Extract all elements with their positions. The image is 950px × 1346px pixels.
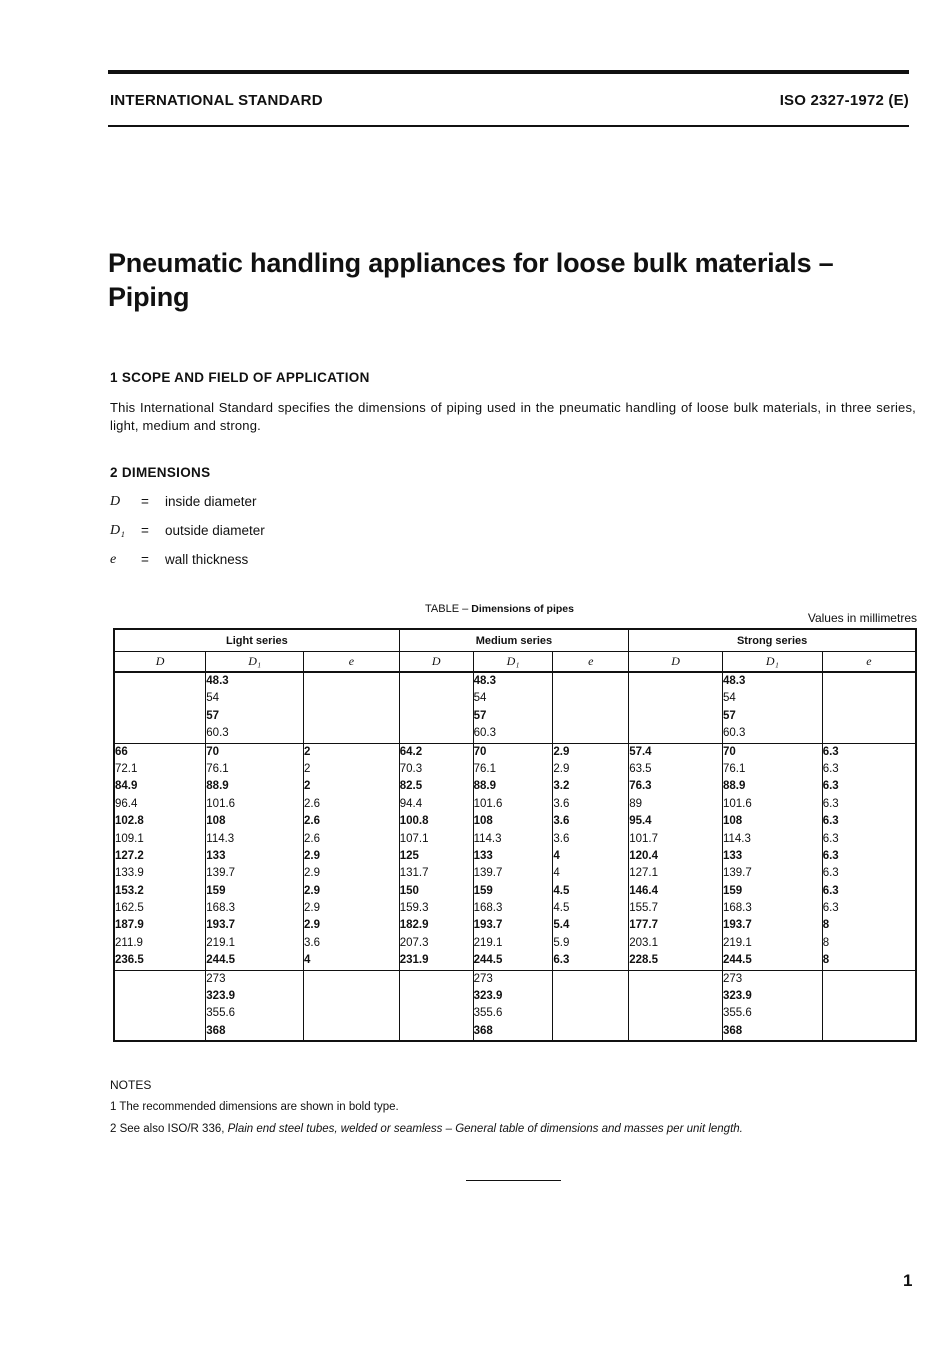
cell-value: 168.3 xyxy=(206,902,236,915)
definition-text: wall thickness xyxy=(165,552,249,567)
cell-value: 57 xyxy=(473,709,487,722)
cell-value: 70 xyxy=(722,745,736,758)
cell-value: 54 xyxy=(473,692,487,705)
cell-value: 2.9 xyxy=(304,919,321,932)
table-cell-medium-e xyxy=(553,970,629,1041)
cell-value: 72.1 xyxy=(115,762,138,775)
cell-value: 3.6 xyxy=(553,832,570,845)
cell-value: 6.3 xyxy=(822,832,839,845)
table-cell-medium-D xyxy=(399,970,473,1041)
table-caption-prefix: TABLE – xyxy=(425,603,469,615)
cell-value: 127.2 xyxy=(115,849,144,862)
cell-empty xyxy=(400,971,473,988)
cell-value: 193.7 xyxy=(206,919,236,932)
cell-value: 60.3 xyxy=(473,727,496,740)
cell-value: 211.9 xyxy=(115,936,143,949)
table-cell-strong-D xyxy=(629,672,723,743)
table-row-group xyxy=(114,672,916,743)
cell-empty xyxy=(400,673,473,690)
cell-value: 2 xyxy=(304,745,311,758)
cell-empty xyxy=(553,708,628,725)
cell-value: 6.3 xyxy=(822,884,839,897)
cell-empty xyxy=(823,673,915,690)
cell-value: 108 xyxy=(473,815,493,828)
table-cell-medium-D xyxy=(399,743,473,970)
cell-empty xyxy=(823,708,915,725)
pipe-dimensions-table xyxy=(113,628,917,1042)
cell-value: 101.6 xyxy=(722,797,752,810)
cell-value: 323.9 xyxy=(722,990,752,1003)
cell-value: 48.3 xyxy=(206,675,229,687)
strong-series-header: Strong series xyxy=(629,629,916,652)
cell-value: 114.3 xyxy=(722,832,751,845)
header-left: INTERNATIONAL STANDARD xyxy=(110,92,323,109)
cell-empty xyxy=(400,690,473,707)
cell-empty xyxy=(304,690,399,707)
cell-value: 168.3 xyxy=(473,902,503,915)
cell-value: 57.4 xyxy=(629,745,652,758)
cell-value: 108 xyxy=(206,815,226,828)
table-cell-medium-D1 xyxy=(473,672,553,743)
cell-value: 109.1 xyxy=(115,832,144,845)
cell-empty xyxy=(629,1005,722,1022)
table-cell-light-e xyxy=(304,743,400,970)
cell-value: 2.6 xyxy=(304,797,321,810)
table-cell-light-D1 xyxy=(206,970,304,1041)
cell-empty xyxy=(304,673,399,690)
cell-value: 368 xyxy=(722,1024,743,1037)
table-cell-medium-e xyxy=(553,672,629,743)
cell-value: 101.7 xyxy=(629,832,658,845)
cell-value: 139.7 xyxy=(722,867,752,880)
cell-value: 114.3 xyxy=(473,832,502,845)
cell-value: 187.9 xyxy=(115,919,144,932)
cell-value: 244.5 xyxy=(722,954,752,967)
cell-value: 88.9 xyxy=(473,780,496,793)
cell-value: 231.9 xyxy=(399,954,429,967)
cell-value: 89 xyxy=(629,797,642,810)
cell-value: 2.9 xyxy=(304,902,321,915)
cell-empty xyxy=(304,1023,399,1040)
note-2-title: Plain end steel tubes, welded or seamless – General table of dimensions and masses per unit length. xyxy=(227,1123,743,1135)
title-line-1: Pneumatic handling appliances for loose bulk materials – xyxy=(108,248,834,278)
cell-value: 4.5 xyxy=(553,884,570,897)
column-header-light-D: D xyxy=(114,652,206,673)
cell-value: 108 xyxy=(722,815,743,828)
cell-value: 4 xyxy=(304,954,311,967)
header-top-rule xyxy=(108,70,909,74)
cell-value: 133 xyxy=(722,849,743,862)
cell-value: 146.4 xyxy=(629,884,658,897)
cell-empty xyxy=(400,725,473,742)
cell-value: 3.6 xyxy=(304,936,321,949)
cell-value: 244.5 xyxy=(206,954,236,967)
cell-value: 82.5 xyxy=(399,780,423,793)
cell-empty xyxy=(553,690,628,707)
cell-value: 127.1 xyxy=(629,867,658,880)
cell-empty xyxy=(629,673,722,690)
table-caption-title: Dimensions of pipes xyxy=(471,603,574,615)
cell-value: 8 xyxy=(822,936,830,949)
table-cell-strong-D1 xyxy=(722,970,822,1041)
cell-value: 219.1 xyxy=(473,936,503,949)
cell-empty xyxy=(304,708,399,725)
cell-empty xyxy=(823,690,915,707)
table-cell-strong-e xyxy=(822,970,916,1041)
table-cell-strong-D xyxy=(629,743,723,970)
table-cell-light-e xyxy=(304,970,400,1041)
cell-value: 48.3 xyxy=(473,675,496,687)
cell-empty xyxy=(115,971,205,988)
cell-value: 355.6 xyxy=(206,1007,236,1020)
table-cell-light-D xyxy=(114,672,206,743)
cell-value: 159 xyxy=(722,884,743,897)
cell-value: 94.4 xyxy=(399,797,423,810)
cell-value: 63.5 xyxy=(629,762,652,775)
cell-value: 54 xyxy=(722,692,736,705)
cell-value: 3.6 xyxy=(553,815,570,828)
column-header-medium-e: e xyxy=(553,652,629,673)
cell-value: 95.4 xyxy=(629,815,652,828)
cell-value: 177.7 xyxy=(629,919,658,932)
cell-empty xyxy=(629,690,722,707)
table-cell-medium-D xyxy=(399,672,473,743)
cell-value: 96.4 xyxy=(115,797,138,810)
cell-value: 64.2 xyxy=(399,745,423,758)
cell-value: 273 xyxy=(473,972,493,985)
cell-value: 133 xyxy=(473,849,493,862)
cell-value: 207.3 xyxy=(399,936,429,949)
cell-value: 125 xyxy=(399,849,419,862)
cell-value: 150 xyxy=(399,884,419,897)
table-caption xyxy=(425,603,574,615)
table-cell-strong-e xyxy=(822,743,916,970)
cell-value: 76.1 xyxy=(722,762,746,775)
cell-value: 88.9 xyxy=(722,780,746,793)
cell-value: 2.9 xyxy=(304,849,321,862)
cell-empty xyxy=(304,725,399,742)
cell-value: 203.1 xyxy=(629,936,658,949)
cell-value: 323.9 xyxy=(206,990,236,1003)
cell-value: 4 xyxy=(553,867,560,880)
cell-empty xyxy=(115,690,205,707)
cell-value: 368 xyxy=(206,1024,226,1037)
cell-value: 244.5 xyxy=(473,954,503,967)
cell-value: 48.3 xyxy=(722,675,746,687)
cell-empty xyxy=(823,1005,915,1022)
cell-value: 5.9 xyxy=(553,936,570,949)
cell-value: 2.9 xyxy=(304,884,321,897)
cell-value: 2.9 xyxy=(553,745,570,758)
cell-empty xyxy=(400,988,473,1005)
table-cell-light-D1 xyxy=(206,743,304,970)
table-cell-medium-e xyxy=(553,743,629,970)
table-cell-light-D1 xyxy=(206,672,304,743)
column-header-strong-e: e xyxy=(822,652,916,673)
cell-empty xyxy=(304,988,399,1005)
cell-value: 66 xyxy=(115,745,128,758)
cell-value: 88.9 xyxy=(206,780,229,793)
cell-value: 273 xyxy=(206,972,226,985)
table-body xyxy=(114,672,916,1041)
cell-value: 57 xyxy=(206,709,220,722)
cell-empty xyxy=(115,708,205,725)
cell-value: 6.3 xyxy=(822,815,839,828)
cell-empty xyxy=(115,1005,205,1022)
cell-value: 219.1 xyxy=(206,936,236,949)
cell-empty xyxy=(629,708,722,725)
definition-equals: = xyxy=(141,523,149,538)
cell-value: 2.6 xyxy=(304,815,321,828)
cell-empty xyxy=(823,988,915,1005)
cell-value: 2 xyxy=(304,762,311,775)
end-rule xyxy=(466,1180,561,1181)
cell-empty xyxy=(115,673,205,690)
cell-empty xyxy=(629,1023,722,1040)
cell-empty xyxy=(115,988,205,1005)
cell-value: 102.8 xyxy=(115,815,144,828)
document-title xyxy=(108,246,908,314)
cell-empty xyxy=(400,1023,473,1040)
cell-empty xyxy=(553,971,628,988)
table-cell-medium-D1 xyxy=(473,970,553,1041)
cell-value: 120.4 xyxy=(629,849,658,862)
cell-value: 2.6 xyxy=(304,832,321,845)
column-header-light-D1: D₁ xyxy=(206,652,304,673)
cell-empty xyxy=(304,1005,399,1022)
cell-value: 6.3 xyxy=(822,902,839,915)
cell-value: 273 xyxy=(722,972,743,985)
table-cell-strong-D1 xyxy=(722,743,822,970)
cell-empty xyxy=(400,708,473,725)
cell-empty xyxy=(629,988,722,1005)
cell-value: 3.6 xyxy=(553,797,570,810)
cell-empty xyxy=(553,673,628,690)
cell-value: 60.3 xyxy=(722,727,746,740)
cell-empty xyxy=(553,1023,628,1040)
note-2-prefix: 2 See also ISO/R 336, xyxy=(110,1123,228,1135)
table-row-group xyxy=(114,743,916,970)
table-cell-light-D xyxy=(114,970,206,1041)
cell-value: 57 xyxy=(722,709,736,722)
cell-value: 323.9 xyxy=(473,990,503,1003)
cell-value: 153.2 xyxy=(115,884,144,897)
cell-value: 139.7 xyxy=(473,867,503,880)
cell-value: 193.7 xyxy=(473,919,503,932)
cell-value: 355.6 xyxy=(722,1007,752,1020)
column-header-strong-D1: D₁ xyxy=(722,652,822,673)
cell-empty xyxy=(400,1005,473,1022)
cell-value: 107.1 xyxy=(399,832,429,845)
table-cell-light-D xyxy=(114,743,206,970)
cell-value: 133 xyxy=(206,849,226,862)
cell-value: 8 xyxy=(822,919,830,932)
definition-text: inside diameter xyxy=(165,494,257,509)
cell-value: 6.3 xyxy=(822,849,839,862)
cell-value: 101.6 xyxy=(473,797,503,810)
cell-value: 236.5 xyxy=(115,954,144,967)
notes-heading: NOTES xyxy=(110,1078,152,1092)
table-cell-strong-D xyxy=(629,970,723,1041)
cell-value: 6.3 xyxy=(822,780,839,793)
cell-value: 54 xyxy=(206,692,220,705)
cell-value: 101.6 xyxy=(206,797,236,810)
section-1-text: This International Standard specifies the dimensions of piping used in the pneumatic handling of loose bulk materials, in three series, light, medium and strong. xyxy=(110,400,916,433)
cell-value: 131.7 xyxy=(399,867,429,880)
cell-value: 6.3 xyxy=(822,745,839,758)
cell-empty xyxy=(553,1005,628,1022)
cell-value: 2.9 xyxy=(553,762,570,775)
column-header-medium-D: D xyxy=(399,652,473,673)
cell-value: 8 xyxy=(822,954,830,967)
cell-value: 4.5 xyxy=(553,902,570,915)
section-2-heading: 2 DIMENSIONS xyxy=(110,465,211,480)
cell-value: 133.9 xyxy=(115,867,144,880)
section-1-heading: 1 SCOPE AND FIELD OF APPLICATION xyxy=(110,370,370,385)
cell-value: 228.5 xyxy=(629,954,658,967)
cell-value: 2.9 xyxy=(304,867,321,880)
cell-value: 2 xyxy=(304,780,311,793)
column-header-medium-D1: D₁ xyxy=(473,652,553,673)
definition-symbol: D₁ xyxy=(110,523,125,538)
cell-value: 76.1 xyxy=(473,762,496,775)
medium-series-header: Medium series xyxy=(399,629,628,652)
cell-value: 6.3 xyxy=(822,867,839,880)
cell-value: 193.7 xyxy=(722,919,752,932)
cell-value: 6.3 xyxy=(553,954,570,967)
cell-empty xyxy=(823,1023,915,1040)
definition-equals: = xyxy=(141,552,149,567)
cell-value: 6.3 xyxy=(822,762,839,775)
cell-value: 70 xyxy=(473,745,487,758)
table-units: Values in millimetres xyxy=(807,611,917,625)
header-right: ISO 2327-1972 (E) xyxy=(779,92,909,109)
definition-equals: = xyxy=(141,494,149,509)
cell-value: 5.4 xyxy=(553,919,570,932)
table-cell-strong-D1 xyxy=(722,672,822,743)
cell-empty xyxy=(823,725,915,742)
cell-value: 159.3 xyxy=(399,902,429,915)
cell-empty xyxy=(553,725,628,742)
table-cell-medium-D1 xyxy=(473,743,553,970)
cell-empty xyxy=(115,1023,205,1040)
title-line-2: Piping xyxy=(108,282,190,312)
cell-value: 168.3 xyxy=(722,902,752,915)
note-2 xyxy=(110,1123,743,1135)
cell-value: 6.3 xyxy=(822,797,839,810)
cell-value: 84.9 xyxy=(115,780,138,793)
cell-value: 219.1 xyxy=(722,936,752,949)
cell-empty xyxy=(823,971,915,988)
table-cell-strong-e xyxy=(822,672,916,743)
cell-value: 60.3 xyxy=(206,727,229,740)
light-series-header: Light series xyxy=(114,629,399,652)
cell-value: 76.1 xyxy=(206,762,229,775)
cell-value: 182.9 xyxy=(399,919,429,932)
cell-value: 368 xyxy=(473,1024,493,1037)
table-cell-light-e xyxy=(304,672,400,743)
cell-value: 159 xyxy=(473,884,493,897)
cell-value: 4 xyxy=(553,849,560,862)
cell-value: 159 xyxy=(206,884,226,897)
cell-value: 3.2 xyxy=(553,780,570,793)
cell-value: 355.6 xyxy=(473,1007,503,1020)
definition-text: outside diameter xyxy=(165,523,265,538)
cell-value: 114.3 xyxy=(206,832,235,845)
cell-value: 70.3 xyxy=(399,762,423,775)
cell-value: 139.7 xyxy=(206,867,236,880)
table-row-group xyxy=(114,970,916,1041)
note-1: 1 The recommended dimensions are shown in bold type. xyxy=(110,1101,399,1113)
cell-empty xyxy=(553,988,628,1005)
cell-value: 100.8 xyxy=(399,815,429,828)
column-header-light-e: e xyxy=(304,652,400,673)
cell-empty xyxy=(629,725,722,742)
cell-empty xyxy=(304,971,399,988)
page-number: 1 xyxy=(903,1271,913,1290)
column-header-strong-D: D xyxy=(629,652,723,673)
cell-value: 70 xyxy=(206,745,220,758)
cell-value: 155.7 xyxy=(629,902,658,915)
cell-value: 162.5 xyxy=(115,902,144,915)
cell-empty xyxy=(629,971,722,988)
header-bottom-rule xyxy=(108,125,909,127)
definition-symbol: e xyxy=(110,552,117,567)
cell-value: 76.3 xyxy=(629,780,652,793)
cell-empty xyxy=(115,725,205,742)
definition-symbol: D xyxy=(110,494,121,509)
